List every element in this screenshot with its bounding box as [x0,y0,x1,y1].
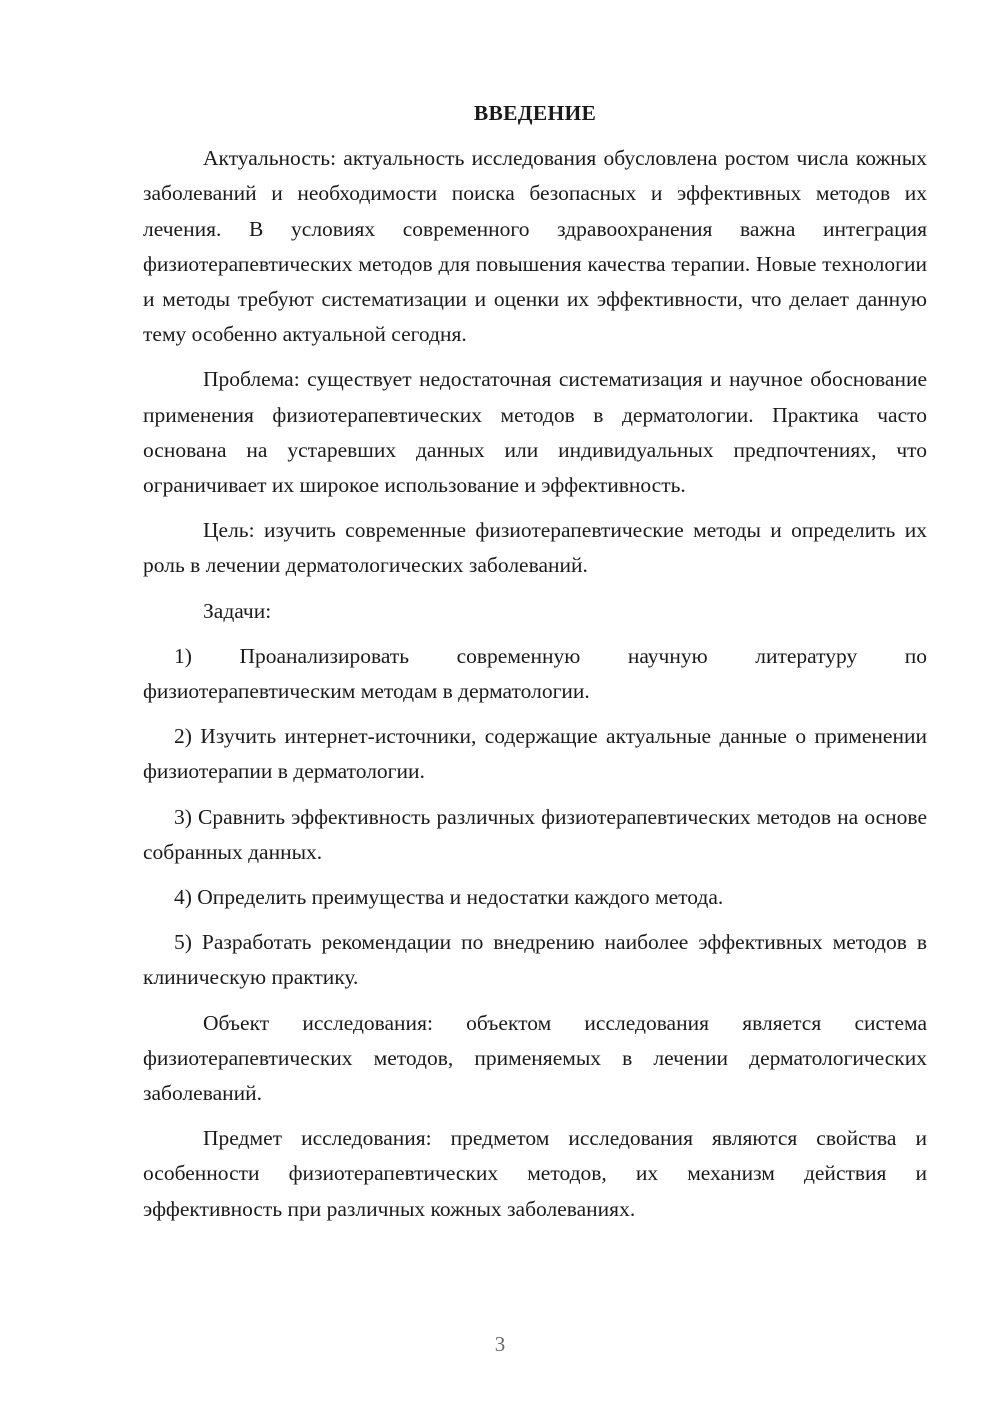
task-item-3: 3) Сравнить эффективность различных физиотерапевтических методов на основе собранных данных. [143,804,927,864]
document-page [143,96,927,1237]
paragraph-goal: Цель: изучить современные физиотерапевтические методы и определить их роль в лечении дерматологических заболеваний. [143,518,927,578]
paragraph-object: Объект исследования: объектом исследования является система физиотерапевтических методов, применяемых в лечении дерматологических заболеваний. [143,1010,927,1106]
paragraph-problem: Проблема: существует недостаточная систематизация и научное обоснование применения физиотерапевтических методов в дерматологии. Практика часто основана на устаревших данных или индивидуальных предпочтениях, что ограничивает их широкое использование и эффективность. [143,367,927,498]
task-item-1: 1) Проанализировать современную научную литературу по физиотерапевтическим методам в дерматологии. [143,643,927,704]
paragraph-tasks-heading: Задачи: [203,598,272,623]
task-item-5: 5) Разработать рекомендации по внедрению наиболее эффективных методов в клиническую практику. [143,930,927,990]
section-title: ВВЕДЕНИЕ [473,101,597,125]
task-item-2: 2) Изучить интернет-источники, содержащие актуальные данные о применении физиотерапии в дерматологии. [143,724,927,784]
paragraph-relevance: Актуальность: актуальность исследования обусловлена ростом числа кожных заболеваний и необходимости поиска безопасных и эффективных методов их лечения. В условиях современного здравоохранения важна интеграция физиотерапевтических методов для повышения качества терапии. Новые технологии и методы требуют систематизации и оценки их эффективности, что делает данную тему особенно актуальной сегодня. [143,146,927,347]
task-item-4: 4) Определить преимущества и недостатки каждого метода. [174,885,724,910]
paragraph-subject: Предмет исследования: предметом исследования являются свойства и особенности физиотерапевтических методов, их механизм действия и эффективность при различных кожных заболеваниях. [143,1126,927,1221]
page-number: 3 [494,1332,506,1356]
